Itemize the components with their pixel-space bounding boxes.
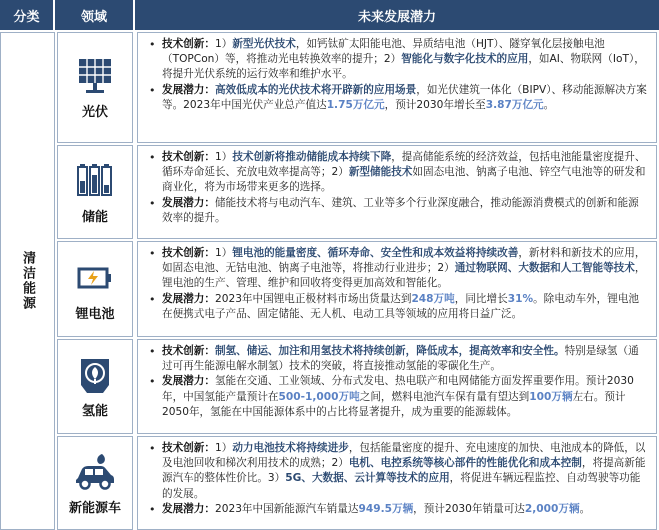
bullet-label: 发展潜力： [162, 196, 215, 209]
highlight-text: 高效低成本的光伏技术将开辟新的应用场景 [214, 83, 417, 96]
body-text: 2023年中国锂电正极材料市场出货量达到 [214, 292, 412, 305]
body-text: 特别是绿氢（通过可再生能源电解水制氢）技术的突破，将直接推动氢能的零碳化生产。 [162, 345, 639, 373]
content-cell-storage [137, 145, 657, 239]
body-text: ，预计2030年销量可达 [413, 502, 525, 515]
bullet-label: 发展潜力： [162, 292, 215, 305]
field-cell-lithium [57, 241, 133, 337]
field-cell-storage [57, 145, 133, 239]
field-cell-solar [57, 32, 133, 143]
bullet-item [148, 502, 648, 517]
body-text: 。 [579, 502, 591, 515]
field-label: 锂电池 [75, 306, 115, 322]
stat-value: 949.5万辆 [358, 502, 414, 515]
header-category: 分类 [0, 0, 55, 30]
field-label: 新能源车 [68, 500, 121, 516]
bullet-label: 发展潜力： [162, 83, 215, 96]
category-label: 清洁能源 [20, 251, 35, 311]
body-text: ，如AI、物联网（IoT），将提升光伏系统的运行效率和维护水平。 [162, 53, 645, 81]
body-text: 1） [214, 442, 233, 454]
bullet-label: 发展潜力： [162, 375, 215, 388]
lithium-battery-icon [74, 257, 116, 299]
bullet-item [148, 196, 648, 226]
bullet-item [148, 441, 648, 502]
body-text: 1） [214, 38, 233, 50]
body-text: ，将提高新能源汽车的整体性价比。3） [162, 457, 646, 485]
body-text: 1） [214, 247, 233, 259]
content-cell-ev [137, 436, 657, 530]
field-label: 储能 [81, 209, 108, 225]
stat-value: 100万辆 [529, 390, 573, 403]
category-cell [0, 32, 55, 530]
highlight-text: 锂电池的能量密度、循环寿命、安全性和成本效益将持续改善 [232, 247, 519, 259]
bullet-label: 技术创新： [162, 151, 215, 163]
body-text: ，提高储能系统的经济效益，包括电池能量密度提升、循环寿命延长、充放电效率提高等；2） [162, 151, 646, 179]
stat-value: 500-1,000万吨 [278, 390, 360, 403]
highlight-text: 通过物联网、大数据和人工智能等技术 [454, 262, 635, 275]
bullet-item [148, 37, 648, 83]
bullet-label: 发展潜力： [162, 502, 215, 515]
bullet-item [148, 292, 648, 322]
body-text: ，锂电池的生产、管理、维护和回收将变得更加高效和智能化。 [162, 262, 646, 290]
battery-storage-icon [74, 160, 116, 202]
bullet-label: 技术创新： [162, 247, 215, 259]
highlight-text: 智能化与数字化技术的应用 [401, 53, 529, 66]
header-potential: 未来发展潜力 [135, 0, 659, 30]
body-text: 如固态电池、钠离子电池、锌空气电池等的研发和商业化，将为市场带来更多的选择。 [162, 166, 646, 194]
highlight-text: 制氢、储运、加注和用氢技术将持续创新，降低成本，提高效率和安全性。 [214, 345, 565, 357]
body-text: ，新材料和新技术的应用，如固态电池、无钴电池、钠离子电池等，将推动行业进步；2） [162, 247, 646, 275]
stat-value: 3.87万亿元 [485, 98, 544, 111]
bullet-label: 技术创新： [162, 442, 215, 454]
body-text: ，同比增长 [454, 292, 508, 305]
stat-value: 31% [507, 292, 534, 305]
bullet-item [148, 344, 648, 374]
solar-panel-icon [74, 55, 116, 97]
bullet-item [148, 246, 648, 292]
body-text: 储能技术将与电动汽车、建筑、工业等多个行业深度融合，推动能源消费模式的创新和能源效率的提升。 [162, 196, 639, 224]
body-text: ，如钙钛矿太阳能电池、异质结电池（HJT）、隧穿氧化层接触电池（TOPCon）等，将推动光电转换效率的提升；2） [162, 38, 605, 66]
body-text: 2023年中国新能源汽车销量达 [214, 502, 359, 515]
header-field: 领域 [55, 0, 135, 30]
highlight-text: 动力电池技术将持续进步 [232, 442, 349, 454]
bullet-label: 技术创新： [162, 345, 215, 357]
content-cell-hydrogen [137, 339, 657, 434]
body-text: ，预计2030年增长至 [384, 98, 486, 111]
body-text: 氢能在交通、工业领域、分布式发电、热电联产和电网储能方面发挥重要作用。预计2030年，中国氢能产量预计在 [162, 375, 634, 403]
bullet-label: 技术创新： [162, 38, 215, 50]
highlight-text: 技术创新将推动储能成本持续下降 [232, 151, 392, 163]
bullet-item [148, 374, 648, 420]
stat-value: 2,000万辆 [524, 502, 580, 515]
body-text: ，将促进车辆远程监控、自动驾驶等功能的发展。 [162, 472, 641, 500]
highlight-text: 电机、电控系统等核心部件的性能优化和成本控制 [348, 457, 582, 470]
stat-value: 1.75万亿元 [326, 98, 385, 111]
bullet-item [148, 150, 648, 196]
hydrogen-energy-icon [74, 354, 116, 396]
highlight-text: 新型光伏技术 [232, 38, 296, 50]
highlight-text: 5G、大数据、云计算等技术的应用 [285, 472, 450, 485]
field-cell-hydrogen [57, 339, 133, 434]
body-text: 。 [543, 98, 555, 111]
body-text: 左右。预计2050年，氢能在中国能源体系中的占比将显著提升，成为重要的能源载体。 [162, 390, 626, 418]
content-cell-solar [137, 32, 657, 143]
body-text: ，包括能量密度的提升、充电速度的加快、电池成本的降低，以及电池回收和梯次利用技术的成熟；2） [162, 442, 646, 470]
field-cell-ev [57, 436, 133, 530]
field-label: 氢能 [81, 404, 108, 419]
body-text: ，如光伏建筑一体化（BIPV）、移动能源解决方案等。2023年中国光伏产业总产值达 [162, 83, 647, 111]
content-cell-lithium [137, 241, 657, 337]
highlight-text: 新型储能技术 [348, 166, 413, 179]
stat-value: 248万吨 [411, 292, 455, 305]
body-text: 1） [214, 151, 233, 163]
body-text: 之间，燃料电池汽车保有量有望达到 [359, 390, 530, 403]
body-text: 。除电动车外，锂电池在便携式电子产品、固定储能、无人机、电动工具等领域的应用将日益广泛。 [162, 292, 640, 320]
field-label: 光伏 [81, 105, 108, 120]
electric-car-icon [74, 451, 116, 493]
bullet-item [148, 83, 648, 113]
